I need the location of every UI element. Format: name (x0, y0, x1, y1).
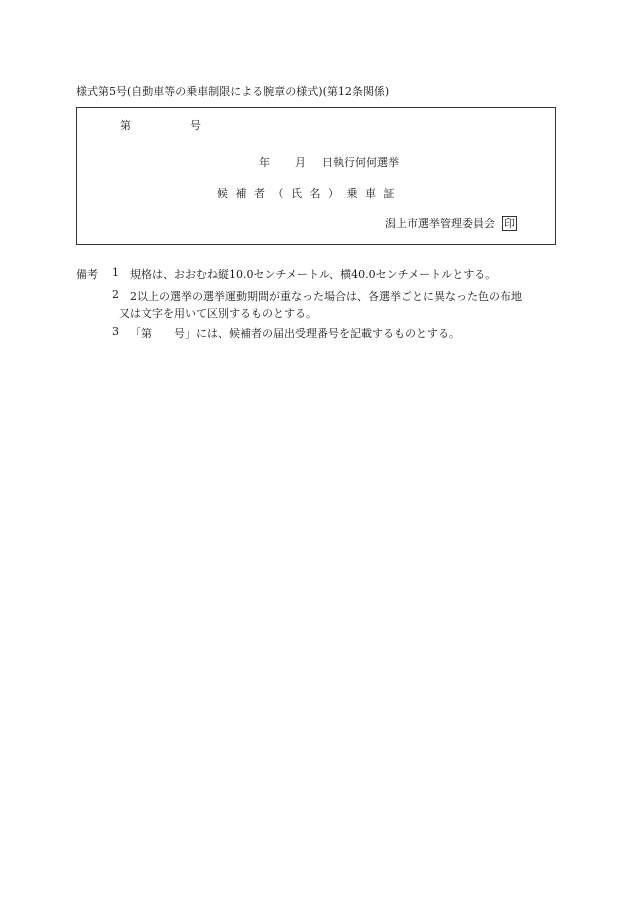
note-text: 2以上の選挙の選挙運動期間が重なった場合は、各選挙ごとに異なった色の布地 (130, 290, 522, 303)
note-number: 1 (112, 266, 119, 279)
note-text: 「第 号」には、候補者の届出受理番号を記載するものとする。 (130, 327, 460, 340)
note-text-continuation: 又は文字を用いて区別するものとする。 (119, 307, 317, 320)
notes-label: 備考 (76, 268, 98, 281)
note-text: 規格は、おおむね縦10.0センチメートル、横40.0センチメートルとする。 (130, 268, 497, 281)
issuer-line (385, 215, 517, 231)
number-prefix: 第 (120, 119, 131, 132)
date-year: 年 (259, 156, 270, 169)
number-suffix: 号 (190, 119, 201, 132)
note-number: 2 (112, 288, 119, 301)
note-number: 3 (112, 325, 119, 338)
issuer-name: 潟上市選挙管理委員会 (385, 217, 495, 230)
certificate-title: 候 補 者 （ 氏 名 ） 乗 車 証 (217, 187, 397, 200)
page-title: 様式第5号(自動車等の乗車制限による腕章の様式)(第12条関係) (76, 85, 390, 98)
seal-mark: 印 (504, 217, 515, 230)
date-month: 月 (295, 156, 306, 169)
date-election: 日執行何何選挙 (322, 156, 399, 169)
armband-form-box (76, 107, 556, 245)
